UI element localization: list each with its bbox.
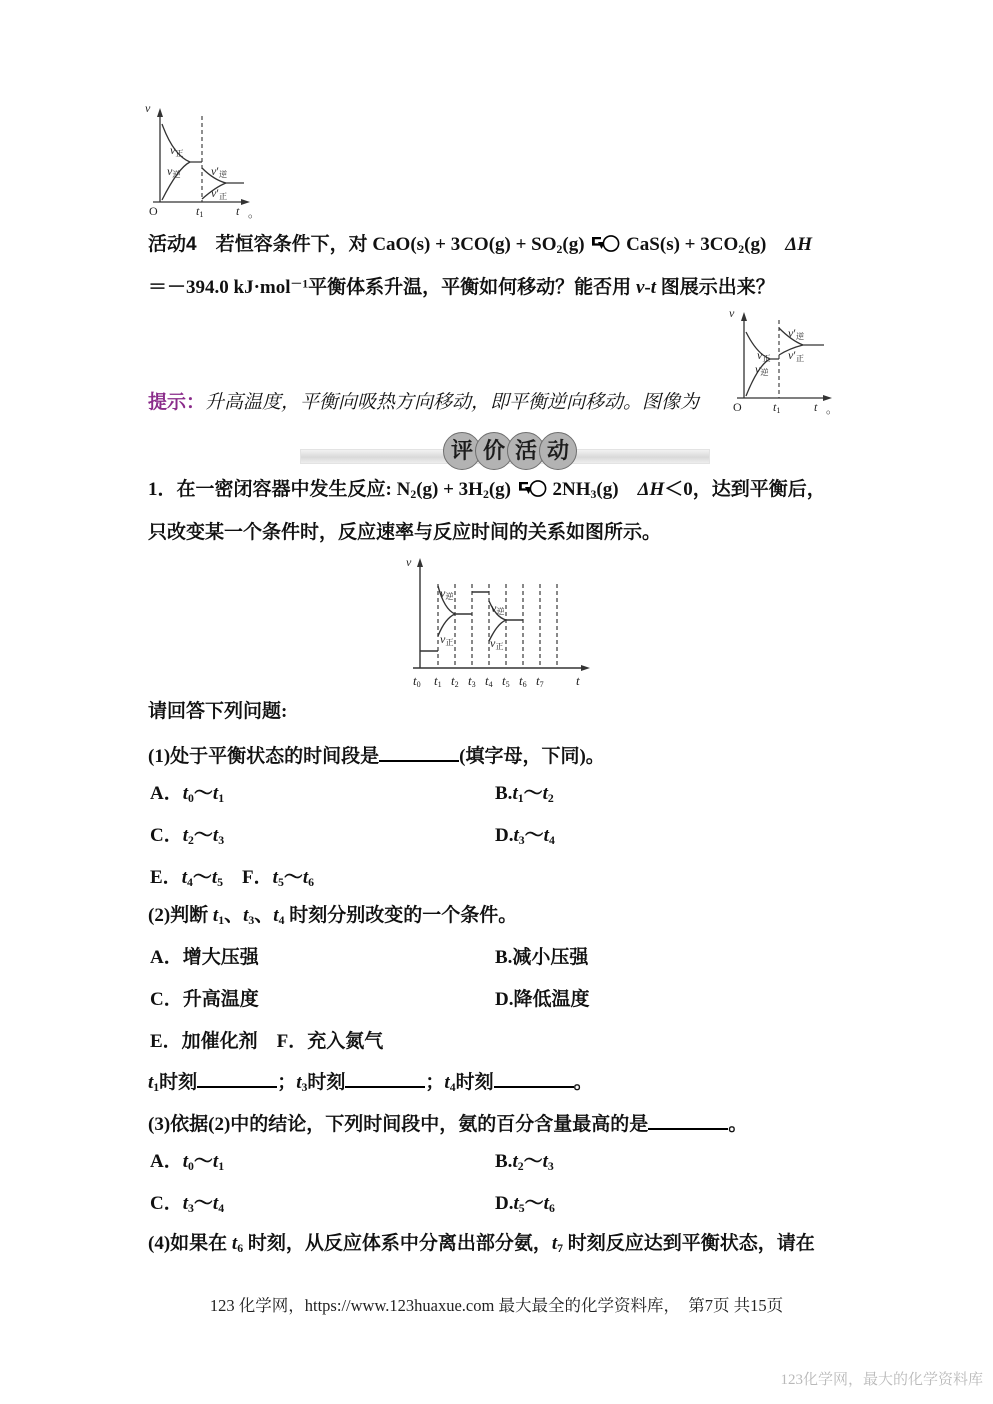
tick-t3: $t_3$ xyxy=(468,673,476,689)
sentence-period: 。 xyxy=(248,206,261,220)
banner-char: 动 xyxy=(539,432,577,470)
option: A．$t_0\sim t_1$ xyxy=(150,1151,225,1173)
tick-t1: $t_1$ xyxy=(434,673,442,689)
new-reverse-rate-label: $v'_逆$ xyxy=(788,326,805,342)
option: C．$t_2\sim t_3$ xyxy=(150,825,225,847)
activity4-label: 活动4 xyxy=(148,234,197,255)
option: $B.t_2\sim t_3$ xyxy=(495,1151,554,1173)
activity4-line1 xyxy=(148,233,812,260)
fill-in-blank xyxy=(648,1108,728,1130)
answer-prompt: 请回答下列问题: xyxy=(148,701,288,722)
origin-label: O xyxy=(733,400,742,414)
banner-char: 价 xyxy=(475,432,513,470)
tick-t4: $t_4$ xyxy=(485,673,493,689)
fill-in-blank xyxy=(197,1066,277,1088)
q1-line1: 1．在一密闭容器中发生反应: $N_2(g) + 3H_2(g)$ $2NH_3(g)$ ΔH＜0，达到平衡后， xyxy=(148,478,826,505)
banner-char: 活 xyxy=(507,432,545,470)
fill-in-blank xyxy=(494,1066,574,1088)
sentence-period: 。 xyxy=(826,402,839,416)
forward-rate-label: $v_正$ xyxy=(170,143,184,159)
forward-rate-label-1: $v_正$ xyxy=(440,632,454,648)
vt-graph-top-left xyxy=(140,101,262,224)
option: $D.t_5\sim t_6$ xyxy=(495,1193,555,1215)
vt-graph-main xyxy=(398,556,598,701)
hint-label: 提示： xyxy=(148,392,206,413)
part2-fill-line: $t_1$时刻 ；$t_3$时刻 ；$t_4$时刻 。 xyxy=(148,1066,593,1095)
new-reverse-rate-label: $v'_逆$ xyxy=(211,164,228,180)
x-axis-label: t xyxy=(236,204,240,218)
option: C．升高温度 xyxy=(150,989,259,1010)
equilibrium-symbol xyxy=(517,479,547,505)
origin-label: O xyxy=(149,204,158,218)
y-axis-label: v xyxy=(729,306,735,320)
reverse-rate-label-1: $v_逆$ xyxy=(440,586,454,602)
tick-t0: $t_0$ xyxy=(413,673,421,689)
hint-text: 升高温度，平衡向吸热方向移动，即平衡逆向移动。图像为 xyxy=(205,392,700,413)
hint-line xyxy=(148,391,699,415)
new-forward-rate-label: $v'_正$ xyxy=(211,186,228,202)
tick-t2: $t_2$ xyxy=(451,673,459,689)
activity4-line2: ＝－394.0 kJ·mol$^{-1}$平衡体系升温，平衡如何移动？能否用 v-t 图展示出来？ xyxy=(148,277,775,298)
fill-in-blank xyxy=(345,1066,425,1088)
equilibrium-symbol xyxy=(590,234,620,260)
part3-stem: (3)依据(2)中的结论，下列时间段中，氨的百分含量最高的是 。 xyxy=(148,1108,747,1137)
tick-t7: $t_7$ xyxy=(536,673,544,689)
part4-stem: (4)如果在 $t_6$ 时刻，从反应体系中分离出部分氨，$t_7$ 时刻反应达到平衡状态，请在 xyxy=(148,1233,815,1255)
axes-and-curves xyxy=(726,310,844,415)
vt-graph-hint xyxy=(726,306,844,416)
t1-tick-label: $t_1$ xyxy=(196,204,204,220)
new-forward-rate-label: $v'_正$ xyxy=(788,348,805,364)
option: D.降低温度 xyxy=(495,989,590,1010)
x-axis-label: t xyxy=(814,400,818,414)
tick-t5: $t_5$ xyxy=(502,673,510,689)
site-watermark: 123化学网，最大的化学资料库 xyxy=(780,1372,983,1388)
option: B.减小压强 xyxy=(495,947,589,968)
option: A．增大压强 xyxy=(150,947,259,968)
part2-stem: (2)判断 $t_1$、$t_3$、$t_4$ 时刻分别改变的一个条件。 xyxy=(148,905,518,927)
reverse-rate-label: $v_逆$ xyxy=(755,362,769,378)
part1-stem: (1)处于平衡状态的时间段是 (填字母，下同)。 xyxy=(148,740,605,769)
activity4-text1: 若恒容条件下，对 $CaO(s) + 3CO(g) + SO_2(g) CaS(s) + 3CO_2(g)$ ΔH xyxy=(197,234,812,255)
fill-in-blank xyxy=(379,740,459,762)
option: $D.t_3\sim t_4$ xyxy=(495,825,555,847)
y-axis-label: v xyxy=(406,555,412,569)
tick-t6: $t_6$ xyxy=(519,673,527,689)
t1-tick-label: $t_1$ xyxy=(773,400,781,416)
forward-rate-label: $v_正$ xyxy=(757,348,771,364)
y-axis-label: v xyxy=(145,101,151,115)
axes-and-curves xyxy=(398,556,598,701)
reverse-rate-label: $v_逆$ xyxy=(167,164,181,180)
option: A．$t_0\sim t_1$ xyxy=(150,783,225,805)
q1-line2: 只改变某一个条件时，反应速率与反应时间的关系如图所示。 xyxy=(148,522,662,543)
forward-rate-label-2: $v_正$ xyxy=(490,636,504,652)
option: E．$t_4\sim t_5$ F．$t_5\sim t_6$ xyxy=(150,867,315,889)
option: E．加催化剂 F．充入氮气 xyxy=(150,1031,384,1052)
page-footer: 123 化学网，https://www.123huaxue.com 最大最全的化学资料库， 第7页 共15页 xyxy=(209,1296,784,1315)
x-axis-label: t xyxy=(576,673,580,688)
option: $B.t_1\sim t_2$ xyxy=(495,783,554,805)
banner-char: 评 xyxy=(443,432,481,470)
option: C．$t_3\sim t_4$ xyxy=(150,1193,225,1215)
evaluation-activity-banner xyxy=(443,432,577,470)
reverse-rate-label-2: $v_逆$ xyxy=(491,601,505,617)
